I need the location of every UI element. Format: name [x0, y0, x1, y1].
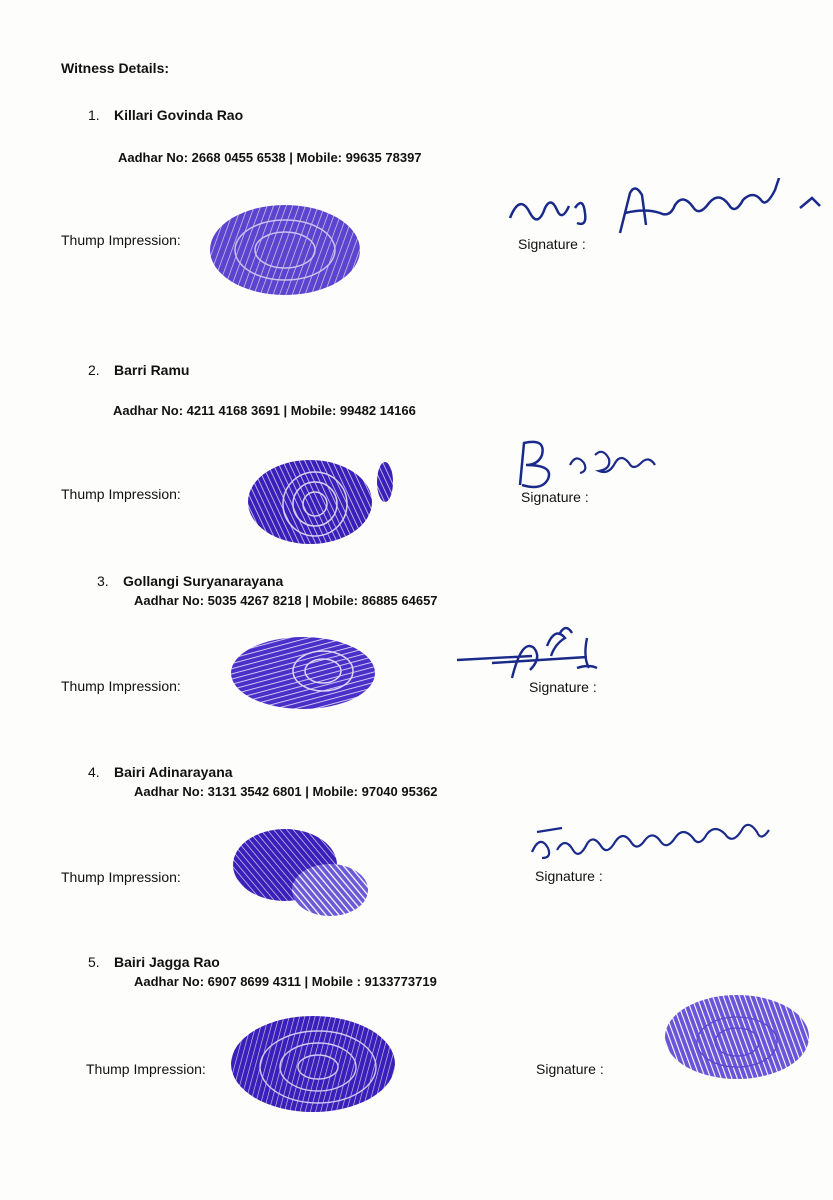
witness-4-signature — [527, 822, 812, 867]
witness-5-ids: Aadhar No: 6907 8699 4311 | Mobile : 9133773719 — [134, 974, 437, 989]
witness-name: Bairi Jagga Rao — [114, 954, 220, 970]
witness-4-signature-label: Signature : — [535, 868, 603, 884]
witness-name: Bairi Adinarayana — [114, 764, 233, 780]
witness-5-signature-thumb-print — [652, 992, 812, 1087]
witness-name: Gollangi Suryanarayana — [123, 573, 284, 589]
witness-3-thumb-print — [228, 633, 378, 713]
witness-3-signature — [452, 618, 617, 693]
page-title: Witness Details: — [61, 60, 170, 76]
witness-1-title — [88, 107, 243, 123]
witness-4-thumb-print — [230, 825, 375, 920]
witness-2-title — [88, 362, 189, 378]
witness-5-thumb-print — [228, 1012, 408, 1117]
witness-2-ids: Aadhar No: 4211 4168 3691 | Mobile: 99482 14166 — [113, 403, 416, 418]
witness-5-title — [88, 954, 220, 970]
witness-2-thumb-print — [245, 452, 400, 547]
witness-5-thumb-label: Thump Impression: — [86, 1061, 206, 1077]
witness-2-thumb-label: Thump Impression: — [61, 486, 181, 502]
witness-1-thumb-label: Thump Impression: — [61, 232, 181, 248]
witness-3-ids: Aadhar No: 5035 4267 8218 | Mobile: 86885 64657 — [134, 593, 438, 608]
witness-3-signature-label: Signature : — [529, 679, 597, 695]
witness-2-signature-label: Signature : — [521, 489, 589, 505]
witness-number: 1. — [88, 107, 100, 123]
witness-1-signature — [505, 178, 833, 248]
witness-name: Killari Govinda Rao — [114, 107, 244, 123]
witness-1-signature-label: Signature : — [518, 236, 586, 252]
witness-3-thumb-label: Thump Impression: — [61, 678, 181, 694]
witness-name: Barri Ramu — [114, 362, 190, 378]
witness-1-thumb-print — [205, 200, 365, 300]
witness-number: 4. — [88, 764, 100, 780]
witness-number: 3. — [97, 573, 109, 589]
witness-number: 5. — [88, 954, 100, 970]
witness-5-signature-label: Signature : — [536, 1061, 604, 1077]
witness-4-title — [88, 764, 233, 780]
witness-2-signature — [505, 435, 675, 490]
witness-number: 2. — [88, 362, 100, 378]
witness-3-title — [97, 573, 283, 589]
witness-4-ids: Aadhar No: 3131 3542 6801 | Mobile: 97040 95362 — [134, 784, 438, 799]
witness-4-thumb-label: Thump Impression: — [61, 869, 181, 885]
witness-1-ids: Aadhar No: 2668 0455 6538 | Mobile: 99635 78397 — [118, 150, 422, 165]
